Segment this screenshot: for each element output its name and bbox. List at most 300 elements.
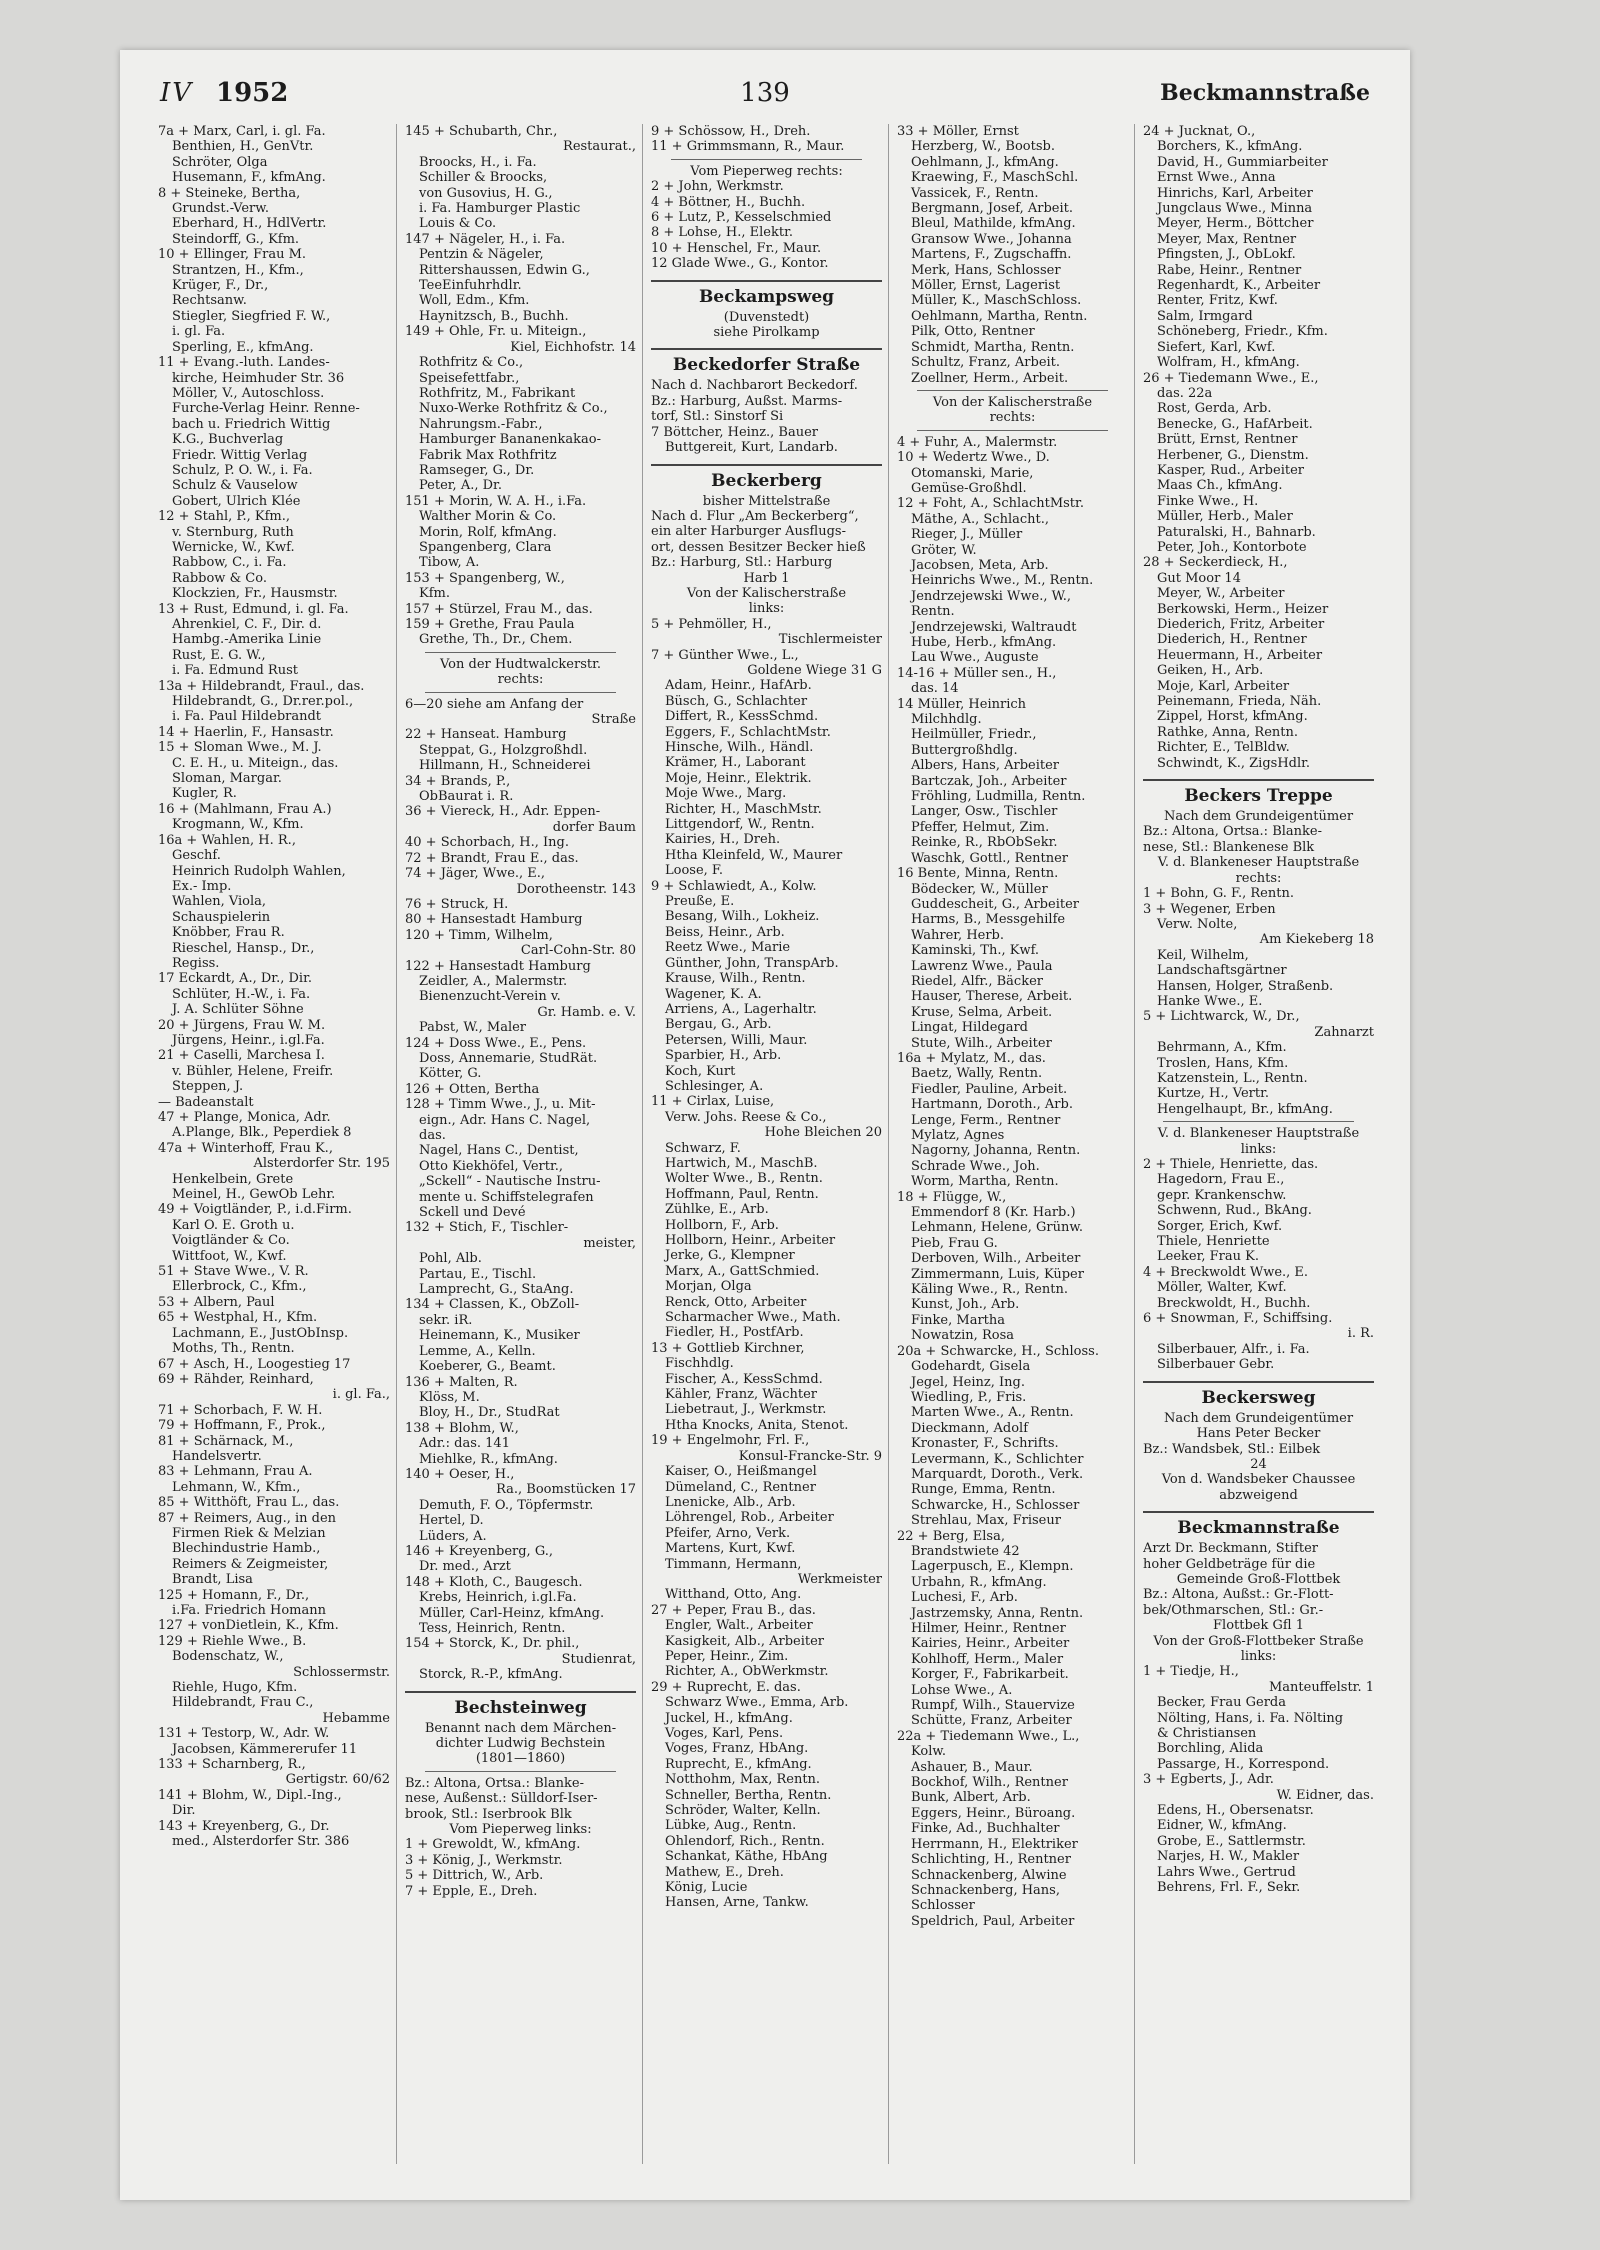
- directory-entry: Bz.: Wandsbek, Stl.: Eilbek: [1143, 1441, 1321, 1457]
- directory-entry: Martens, F., Zugschaffn.: [911, 247, 1072, 263]
- directory-entry: Ruprecht, E., kfmAng.: [665, 1756, 812, 1772]
- directory-entry: Riehle, Hugo, Kfm.: [172, 1680, 298, 1696]
- directory-entry: 146 + Kreyenberg, G.,: [405, 1543, 554, 1559]
- directory-entry: Lagerpusch, E., Klempn.: [911, 1559, 1074, 1575]
- directory-entry: Sperling, E., kfmAng.: [172, 339, 314, 355]
- directory-entry: Storck, R.-P., kfmAng.: [419, 1667, 563, 1683]
- directory-entry: Bz.: Harburg, Stl.: Harburg: [651, 555, 833, 571]
- directory-entry: Htha Kleinfeld, W., Maurer: [665, 847, 843, 863]
- directory-entry: 74 + Jäger, Wwe., E.,: [405, 866, 546, 882]
- directory-entry: 29 + Ruprecht, E. das.: [651, 1679, 801, 1695]
- directory-entry: Urbahn, R., kfmAng.: [911, 1574, 1047, 1590]
- directory-entry: Hollborn, Heinr., Arbeiter: [665, 1233, 836, 1248]
- directory-entry: Klöss, M.: [419, 1389, 480, 1405]
- directory-entry: Hinrichs, Karl, Arbeiter: [1157, 185, 1313, 201]
- directory-entry: Richter, H., MaschMstr.: [665, 801, 822, 817]
- directory-entry: 16 + (Mahlmann, Frau A.): [158, 801, 332, 817]
- directory-entry: Rost, Gerda, Arb.: [1157, 401, 1272, 417]
- directory-entry: Pabst, W., Maler: [419, 1020, 527, 1036]
- directory-entry: Fröhling, Ludmilla, Rentn.: [911, 789, 1086, 805]
- column-4: [888, 124, 1134, 2164]
- directory-entry: Arriens, A., Lagerhaltr.: [665, 1001, 817, 1017]
- directory-entry: Grobe, E., Sattlermstr.: [1157, 1833, 1306, 1849]
- directory-entry: Nowatzin, Rosa: [911, 1328, 1014, 1344]
- directory-entry: 22 + Berg, Elsa,: [897, 1528, 1005, 1544]
- directory-entry: Ellerbrock, C., Kfm.,: [172, 1279, 307, 1295]
- directory-entry: Bunk, Albert, Arb.: [911, 1790, 1031, 1806]
- street-note: Vom Pieperweg rechts:: [690, 163, 843, 179]
- directory-entry: — Badeanstalt: [158, 1094, 254, 1110]
- directory-entry: König, Lucie: [665, 1880, 748, 1896]
- directory-entry: Hildebrandt, G., Dr.rer.pol.,: [172, 694, 354, 710]
- directory-entry: Schlesinger, A.: [665, 1078, 764, 1094]
- directory-entry: Hebamme: [322, 1710, 390, 1726]
- directory-entry: Fiedler, H., PostfArb.: [665, 1325, 804, 1341]
- directory-entry: Zühlke, E., Arb.: [665, 1202, 769, 1218]
- directory-entry: i. gl. Fa.: [172, 324, 226, 340]
- directory-entry: W. Eidner, das.: [1276, 1787, 1374, 1803]
- directory-entry: Herrmann, H., Elektriker: [911, 1836, 1078, 1852]
- directory-entry: 14-16 + Müller sen., H.,: [897, 665, 1057, 681]
- directory-entry: Tess, Heinrich, Rentn.: [419, 1621, 566, 1636]
- directory-entry: Ra., Boomstücken 17: [496, 1482, 636, 1498]
- directory-entry: Kolw.: [911, 1744, 947, 1760]
- directory-entry: i. R.: [1347, 1326, 1374, 1342]
- directory-entry: Schütte, Franz, Arbeiter: [911, 1713, 1072, 1729]
- directory-entry: Heinrichs Wwe., M., Rentn.: [911, 573, 1094, 589]
- directory-entry: Husemann, F., kfmAng.: [172, 170, 326, 186]
- directory-entry: Lemme, A., Kelln.: [419, 1343, 536, 1359]
- directory-entry: Zimmermann, Luis, Küper: [911, 1266, 1084, 1282]
- directory-entry: 76 + Struck, H.: [405, 896, 509, 912]
- directory-entry: Kaminski, Th., Kwf.: [911, 943, 1040, 959]
- directory-entry: 47a + Winterhoff, Frau K.,: [158, 1140, 333, 1156]
- street-note: 24: [1250, 1456, 1267, 1472]
- directory-entry: hoher Geldbeträge für die: [1143, 1556, 1316, 1572]
- directory-entry: 125 + Homann, F., Dr.,: [158, 1587, 310, 1603]
- directory-entry: Lnenicke, Alb., Arb.: [665, 1494, 796, 1510]
- directory-entry: Lingat, Hildegard: [911, 1020, 1028, 1036]
- directory-entry: Hohe Bleichen 20: [764, 1125, 882, 1141]
- directory-entry: Ramseger, G., Dr.: [419, 462, 535, 478]
- directory-entry: Kruse, Selma, Arbeit.: [911, 1004, 1053, 1020]
- directory-entry: Schwarcke, H., Schlosser: [911, 1497, 1080, 1513]
- directory-entry: 85 + Witthöft, Frau L., das.: [158, 1495, 340, 1511]
- directory-entry: med., Alsterdorfer Str. 386: [172, 1834, 350, 1850]
- directory-entry: Jacobsen, Meta, Arb.: [911, 557, 1049, 573]
- directory-entry: Langer, Osw., Tischler: [911, 804, 1058, 820]
- directory-entry: Spangenberg, Clara: [419, 539, 552, 555]
- directory-entry: Diederich, Fritz, Arbeiter: [1157, 617, 1325, 632]
- directory-entry: Dorotheenstr. 143: [516, 881, 636, 897]
- directory-entry: Zahnarzt: [1314, 1024, 1374, 1040]
- directory-entry: Ashauer, B., Maur.: [911, 1759, 1033, 1775]
- directory-entry: 2 + Thiele, Henriette, das.: [1143, 1157, 1319, 1172]
- directory-entry: 4 + Breckwoldt Wwe., E.: [1143, 1264, 1309, 1280]
- directory-entry: eign., Adr. Hans C. Nagel,: [419, 1112, 591, 1128]
- directory-entry: 13 + Rust, Edmund, i. gl. Fa.: [158, 601, 349, 617]
- directory-entry: Landschaftsgärtner: [1157, 963, 1287, 979]
- directory-entry: Hanke Wwe., E.: [1157, 993, 1263, 1009]
- directory-entry: Gransow Wwe., Johanna: [911, 231, 1072, 247]
- directory-entry: Finke, Ad., Buchhalter: [911, 1821, 1060, 1837]
- directory-entry: Brütt, Ernst, Rentner: [1157, 432, 1298, 448]
- directory-entry: 20 + Jürgens, Frau W. M.: [158, 1017, 326, 1033]
- directory-entry: Bz.: Altona, Ortsa.: Blanke-: [1143, 824, 1322, 840]
- directory-entry: Schnackenberg, Hans,: [911, 1882, 1060, 1898]
- directory-entry: Speldrich, Paul, Arbeiter: [911, 1913, 1075, 1929]
- directory-entry: Broocks, H., i. Fa.: [419, 154, 537, 170]
- directory-entry: Dieckmann, Adolf: [911, 1420, 1029, 1436]
- directory-entry: Petersen, Willi, Maur.: [665, 1032, 808, 1048]
- directory-entry: Nagorny, Johanna, Rentn.: [911, 1143, 1081, 1159]
- directory-entry: Restaurat.,: [563, 139, 636, 155]
- directory-entry: 3 + Wegener, Erben: [1143, 901, 1276, 917]
- directory-entry: Verw. Johs. Reese & Co.,: [665, 1109, 827, 1125]
- directory-entry: Stiegler, Siegfried F. W.,: [172, 308, 331, 324]
- directory-entry: Schröter, Olga: [172, 154, 268, 170]
- directory-entry: 21 + Caselli, Marchesa I.: [158, 1048, 325, 1064]
- directory-entry: Kohlhoff, Herm., Maler: [911, 1651, 1064, 1667]
- directory-entry: Behrmann, A., Kfm.: [1157, 1040, 1287, 1056]
- directory-entry: Hollborn, F., Arb.: [665, 1217, 779, 1233]
- directory-entry: Alsterdorfer Str. 195: [253, 1156, 390, 1172]
- directory-entry: Pilk, Otto, Rentner: [911, 324, 1035, 340]
- directory-entry: Hube, Herb., kfmAng.: [911, 635, 1057, 650]
- directory-entry: Kasigkeit, Alb., Arbeiter: [665, 1633, 825, 1649]
- directory-entry: mente u. Schiffstelegrafen: [419, 1189, 594, 1205]
- directory-entry: Derboven, Wilh., Arbeiter: [911, 1251, 1081, 1267]
- directory-entry: 9 + Schössow, H., Dreh.: [651, 124, 811, 139]
- directory-entry: Preuße, E.: [665, 894, 735, 910]
- directory-entry: dorfer Baum: [552, 819, 636, 835]
- street-note: links:: [748, 601, 785, 617]
- directory-entry: Behrens, Frl. F., Sekr.: [1157, 1880, 1301, 1896]
- directory-entry: Wernicke, W., Kwf.: [172, 539, 295, 555]
- directory-entry: Nach d. Flur „Am Beckerberg“,: [651, 508, 859, 524]
- directory-entry: Pentzin & Nägeler,: [419, 247, 544, 263]
- directory-entry: Salm, Irmgard: [1157, 308, 1253, 324]
- directory-entry: Hildebrandt, Frau C.,: [172, 1695, 314, 1711]
- street-note: Von der Kalischerstraße: [932, 394, 1093, 410]
- directory-entry: 120 + Timm, Wilhelm,: [405, 927, 553, 943]
- directory-entry: Albers, Hans, Arbeiter: [911, 758, 1060, 774]
- directory-entry: Handelsvertr.: [172, 1448, 262, 1464]
- directory-entry: Lau Wwe., Auguste: [911, 650, 1039, 666]
- directory-entry: Merk, Hans, Schlosser: [911, 262, 1061, 278]
- directory-entry: Müller, Herb., Maler: [1157, 509, 1293, 525]
- directory-entry: 53 + Albern, Paul: [158, 1294, 275, 1310]
- directory-entry: Peter, A., Dr.: [419, 478, 502, 494]
- directory-entry: Jungclaus Wwe., Minna: [1157, 201, 1313, 217]
- directory-entry: Hansen, Arne, Tankw.: [665, 1895, 809, 1911]
- directory-entry: ObBaurat i. R.: [419, 789, 514, 805]
- directory-entry: Bienenzucht-Verein v.: [419, 989, 561, 1005]
- directory-entry: Ahrenkiel, C. F., Dir. d.: [172, 617, 322, 632]
- directory-entry: Woll, Edm., Kfm.: [419, 293, 530, 309]
- directory-entry: Kronaster, F., Schrifts.: [911, 1436, 1059, 1452]
- directory-entry: 1 + Tiedje, H.,: [1143, 1664, 1239, 1680]
- directory-entry: Rothfritz, M., Fabrikant: [419, 385, 576, 401]
- directory-entry: Sorger, Erich, Kwf.: [1157, 1218, 1283, 1234]
- directory-entry: Studienrat,: [561, 1651, 636, 1667]
- directory-entry: 1 + Grewoldt, W., kfmAng.: [405, 1837, 581, 1853]
- street-note: siehe Pirolkamp: [713, 325, 820, 341]
- divider: [917, 390, 1108, 391]
- directory-entry: Emmendorf 8 (Kr. Harb.): [911, 1205, 1076, 1221]
- directory-entry: Krüger, F., Dr.,: [172, 278, 269, 294]
- street-note: V. d. Blankeneser Hauptstraße: [1157, 855, 1360, 871]
- directory-entry: Hilmer, Heinr., Rentner: [911, 1621, 1066, 1636]
- directory-entry: Timmann, Hermann,: [665, 1556, 802, 1572]
- directory-entry: Kähler, Franz, Wächter: [665, 1387, 817, 1403]
- directory-entry: Partau, E., Tischl.: [419, 1266, 537, 1282]
- directory-entry: Bz.: Altona, Außst.: Gr.-Flott-: [1143, 1587, 1334, 1603]
- directory-entry: brook, Stl.: Iserbrook Blk: [405, 1806, 572, 1822]
- column-5: [1134, 124, 1380, 2164]
- directory-entry: Schultz, Franz, Arbeit.: [911, 355, 1061, 371]
- directory-entry: i. gl. Fa.,: [332, 1387, 390, 1403]
- directory-entry: Luchesi, F., Arb.: [911, 1590, 1018, 1606]
- directory-entry: Narjes, H. W., Makler: [1157, 1849, 1300, 1865]
- directory-entry: Hambg.-Amerika Linie: [172, 632, 322, 648]
- directory-entry: Sckell und Devé: [419, 1205, 526, 1221]
- directory-entry: Wolter Wwe., B., Rentn.: [665, 1171, 823, 1187]
- directory-entry: Hamburger Bananenkakao-: [419, 432, 602, 448]
- directory-entry: Lahrs Wwe., Gertrud: [1157, 1864, 1296, 1880]
- directory-entry: Thiele, Henriette: [1157, 1234, 1270, 1250]
- directory-entry: Moje Wwe., Marg.: [665, 786, 787, 802]
- directory-entry: 12 + Stahl, P., Kfm.,: [158, 509, 290, 525]
- directory-entry: 129 + Riehle Wwe., B.: [158, 1633, 307, 1649]
- directory-entry: Beiss, Heinr., Arb.: [665, 924, 785, 940]
- directory-entry: Hagedorn, Frau E.,: [1157, 1172, 1285, 1188]
- directory-entry: Kasper, Rud., Arbeiter: [1157, 462, 1304, 478]
- directory-entry: Sparbier, H., Arb.: [665, 1048, 782, 1064]
- directory-entry: Karl O. E. Groth u.: [172, 1217, 295, 1233]
- street-note: rechts:: [989, 410, 1036, 426]
- divider: [425, 692, 616, 693]
- directory-entry: Marquardt, Doroth., Verk.: [911, 1466, 1084, 1482]
- directory-entry: meister,: [583, 1235, 636, 1251]
- directory-entry: Dümeland, C., Rentner: [665, 1479, 816, 1495]
- directory-entry: 7 + Günther Wwe., L.,: [651, 647, 799, 663]
- directory-entry: Eidner, W., kfmAng.: [1157, 1818, 1287, 1834]
- street-note: abzweigend: [1219, 1487, 1298, 1503]
- directory-entry: ort, dessen Besitzer Becker hieß: [651, 539, 866, 555]
- directory-entry: i. Fa. Edmund Rust: [172, 663, 298, 679]
- directory-entry: 7a + Marx, Carl, i. gl. Fa.: [158, 124, 326, 139]
- directory-entry: 153 + Spangenberg, W.,: [405, 570, 565, 586]
- directory-entry: Knöbber, Frau R.: [172, 925, 285, 941]
- street-heading: Beckedorfer Straße: [651, 348, 882, 376]
- directory-entry: 87 + Reimers, Aug., in den: [158, 1510, 337, 1526]
- directory-entry: Sloman, Margar.: [172, 771, 282, 787]
- directory-entry: Demuth, F. O., Töpfermstr.: [419, 1497, 594, 1513]
- directory-entry: Hansen, Holger, Straßenb.: [1157, 978, 1334, 994]
- directory-entry: Rieger, J., Müller: [911, 527, 1023, 543]
- directory-entry: Worm, Martha, Rentn.: [911, 1174, 1059, 1190]
- directory-entry: Pfingsten, J., ObLokf.: [1157, 247, 1296, 263]
- directory-entry: Pohl, Alb.: [419, 1251, 482, 1267]
- directory-entry: torf, Stl.: Sinstorf Si: [651, 409, 784, 425]
- directory-entry: Hartwich, M., MaschB.: [665, 1155, 818, 1171]
- directory-entry: Steppat, G., Holzgroßhdl.: [419, 742, 588, 758]
- directory-entry: 24 + Jucknat, O.,: [1143, 124, 1256, 139]
- directory-entry: 71 + Schorbach, F. W. H.: [158, 1402, 323, 1418]
- directory-entry: Bz.: Harburg, Außst. Marms-: [651, 393, 843, 409]
- directory-entry: Littgendorf, W., Rentn.: [665, 817, 815, 833]
- directory-entry: Regiss.: [172, 955, 220, 971]
- street-heading: Bechsteinweg: [405, 1691, 636, 1719]
- directory-entry: Moje, Karl, Arbeiter: [1157, 678, 1290, 694]
- directory-entry: TeeEinfuhrhdlr.: [419, 278, 522, 294]
- directory-entry: Straße: [591, 712, 636, 728]
- directory-entry: 3 + König, J., Werkmstr.: [405, 1852, 563, 1868]
- directory-entry: Gertigstr. 60/62: [285, 1772, 390, 1788]
- directory-entry: & Christiansen: [1157, 1726, 1257, 1741]
- directory-entry: Bleul, Mathilde, kfmAng.: [911, 216, 1076, 232]
- directory-entry: Hengelhaupt, Br., kfmAng.: [1157, 1101, 1333, 1117]
- directory-entry: sekr. iR.: [419, 1312, 473, 1328]
- street-heading: Beckampsweg: [651, 280, 882, 308]
- directory-entry: Grethe, Th., Dr., Chem.: [419, 632, 573, 648]
- directory-entry: Eggers, Heinr., Büroang.: [911, 1805, 1076, 1821]
- directory-entry: Guddescheit, G., Arbeiter: [911, 896, 1079, 912]
- volume-number: IV: [160, 78, 194, 108]
- directory-entry: 28 + Seckerdieck, H.,: [1143, 555, 1288, 571]
- directory-entry: Louis & Co.: [419, 216, 497, 232]
- directory-entry: Renck, Otto, Arbeiter: [665, 1294, 807, 1310]
- street-heading: Beckmannstraße: [1143, 1511, 1374, 1539]
- directory-entry: 14 Müller, Heinrich: [897, 696, 1027, 712]
- directory-entry: 5 + Pehmöller, H.,: [651, 616, 772, 632]
- directory-entry: Loose, F.: [665, 863, 724, 879]
- directory-entry: Harms, B., Messgehilfe: [911, 912, 1066, 928]
- directory-entry: 36 + Viereck, H., Adr. Eppen-: [405, 804, 601, 820]
- directory-entry: Lehmann, W., Kfm.,: [172, 1479, 301, 1495]
- directory-entry: Troslen, Hans, Kfm.: [1157, 1055, 1289, 1071]
- directory-entry: 149 + Ohle, Fr. u. Miteign.,: [405, 324, 587, 340]
- directory-entry: 11 + Evang.-luth. Landes-: [158, 355, 330, 371]
- directory-entry: 1 + Bohn, G. F., Rentn.: [1143, 886, 1294, 902]
- directory-entry: Differt, R., KessSchmd.: [665, 709, 819, 725]
- directory-entry: Regenhardt, K., Arbeiter: [1157, 278, 1321, 294]
- directory-entry: Strehlau, Max, Friseur: [911, 1513, 1061, 1529]
- divider: [1163, 1121, 1354, 1122]
- directory-entry: Schwarz, F.: [665, 1140, 741, 1156]
- directory-entry: Korger, F., Fabrikarbeit.: [911, 1667, 1069, 1683]
- directory-entry: 12 + Foht, A., SchlachtMstr.: [897, 496, 1084, 512]
- directory-entry: Schneller, Bertha, Rentn.: [665, 1787, 832, 1803]
- street-note: dichter Ludwig Bechstein: [435, 1736, 606, 1752]
- directory-entry: Schmidt, Martha, Rentn.: [911, 339, 1075, 355]
- directory-entry: Gr. Hamb. e. V.: [537, 1004, 636, 1020]
- directory-entry: Miehlke, R., kfmAng.: [419, 1451, 558, 1467]
- directory-entry: Heinrich Rudolph Wahlen,: [172, 863, 346, 879]
- directory-entry: Krebs, Heinrich, i.gl.Fa.: [419, 1590, 577, 1606]
- street-note: Von d. Wandsbeker Chaussee: [1161, 1472, 1356, 1488]
- directory-entry: Schankat, Käthe, HbAng: [665, 1849, 828, 1865]
- directory-entry: Zeidler, A., Malermstr.: [419, 973, 568, 989]
- street-note: Vom Pieperweg links:: [449, 1822, 592, 1838]
- directory-entry: Rabe, Heinr., Rentner: [1157, 262, 1302, 278]
- directory-entry: 8 + Lohse, H., Elektr.: [651, 225, 793, 241]
- directory-entry: Gut Moor 14: [1157, 570, 1241, 586]
- street-heading: Beckers Treppe: [1143, 779, 1374, 807]
- directory-entry: Rust, E. G. W.,: [172, 647, 266, 663]
- directory-entry: das.: [419, 1128, 446, 1143]
- directory-entry: 6—20 siehe am Anfang der: [405, 696, 584, 712]
- directory-entry: Morin, Rolf, kfmAng.: [419, 524, 557, 540]
- directory-entry: Reimers & Zeigmeister,: [172, 1556, 329, 1572]
- street-note: V. d. Blankeneser Hauptstraße: [1157, 1126, 1360, 1142]
- directory-entry: Steppen, J.: [172, 1079, 244, 1095]
- directory-entry: 79 + Hoffmann, F., Prok.,: [158, 1418, 326, 1434]
- directory-entry: Jegel, Heinz, Ing.: [911, 1374, 1025, 1390]
- directory-entry: Godehardt, Gisela: [911, 1359, 1031, 1375]
- directory-entry: Htha Knocks, Anita, Stenot.: [665, 1417, 849, 1433]
- directory-entry: Krause, Wilh., Rentn.: [665, 971, 806, 987]
- directory-entry: Paturalski, H., Bahnarb.: [1157, 524, 1316, 540]
- directory-entry: 17 Eckardt, A., Dr., Dir.: [158, 971, 312, 987]
- directory-entry: 22a + Tiedemann Wwe., L.,: [897, 1728, 1080, 1744]
- directory-entry: 4 + Böttner, H., Buchh.: [651, 194, 806, 210]
- directory-entry: Schiller & Broocks,: [419, 170, 548, 186]
- directory-entry: 49 + Voigtländer, P., i.d.Firm.: [158, 1202, 352, 1218]
- directory-entry: 141 + Blohm, W., Dipl.-Ing.,: [158, 1787, 342, 1803]
- directory-entry: Manteuffelstr. 1: [1268, 1679, 1374, 1695]
- directory-entry: Voges, Karl, Pens.: [665, 1726, 784, 1741]
- directory-entry: 19 + Engelmohr, Frl. F.,: [651, 1433, 810, 1449]
- directory-entry: Adr.: das. 141: [419, 1436, 510, 1452]
- directory-entry: Oehlmann, Martha, Rentn.: [911, 308, 1088, 324]
- directory-entry: Verw. Nolte,: [1157, 916, 1238, 932]
- street-note: Von der Hudtwalckerstr.: [439, 656, 602, 672]
- directory-entry: 20a + Schwarcke, H., Schloss.: [897, 1343, 1099, 1359]
- directory-entry: Kugler, R.: [172, 786, 237, 802]
- directory-entry: Levermann, K., Schlichter: [911, 1451, 1084, 1467]
- directory-entry: Am Kiekeberg 18: [1259, 932, 1374, 948]
- directory-entry: Büsch, G., Schlachter: [665, 693, 808, 709]
- directory-entry: 13a + Hildebrandt, Fraul., das.: [158, 678, 365, 694]
- directory-entry: von Gusovius, H. G.,: [419, 185, 553, 201]
- directory-entry: Kötter, G.: [419, 1066, 482, 1082]
- directory-entry: Baetz, Wally, Rentn.: [911, 1066, 1043, 1082]
- directory-entry: Moje, Heinr., Elektrik.: [665, 770, 812, 786]
- directory-entry: Bz.: Altona, Ortsa.: Blanke-: [405, 1775, 584, 1791]
- directory-entry: Liebetraut, J., Werkmstr.: [665, 1402, 827, 1418]
- directory-entry: Passarge, H., Korrespond.: [1157, 1756, 1330, 1772]
- directory-entry: Lehmann, Helene, Grünw.: [911, 1220, 1084, 1236]
- directory-entry: Gröter, W.: [911, 542, 977, 558]
- directory-entry: Wahrer, Herb.: [911, 927, 1005, 943]
- directory-entry: Jendrzejewski, Waltraudt: [911, 619, 1077, 635]
- directory-entry: Dir.: [172, 1803, 196, 1819]
- directory-entry: Koch, Kurt: [665, 1063, 736, 1079]
- directory-entry: Rathke, Anna, Rentn.: [1157, 724, 1299, 740]
- directory-entry: 126 + Otten, Bertha: [405, 1081, 540, 1097]
- directory-entry: Möller, V., Autoschloss.: [172, 385, 325, 401]
- directory-entry: Schröder, Walter, Kelln.: [665, 1803, 821, 1819]
- directory-entry: Eberhard, H., HdlVertr.: [172, 216, 327, 232]
- directory-entry: Kurtze, H., Vertr.: [1157, 1086, 1270, 1102]
- directory-entry: Marten Wwe., A., Rentn.: [911, 1405, 1074, 1421]
- directory-entry: 147 + Nägeler, H., i. Fa.: [405, 231, 566, 247]
- directory-entry: Friedr. Wittig Verlag: [172, 447, 308, 463]
- directory-entry: Kfm.: [419, 586, 450, 602]
- directory-entry: bek/Othmarschen, Stl.: Gr.-: [1143, 1602, 1324, 1618]
